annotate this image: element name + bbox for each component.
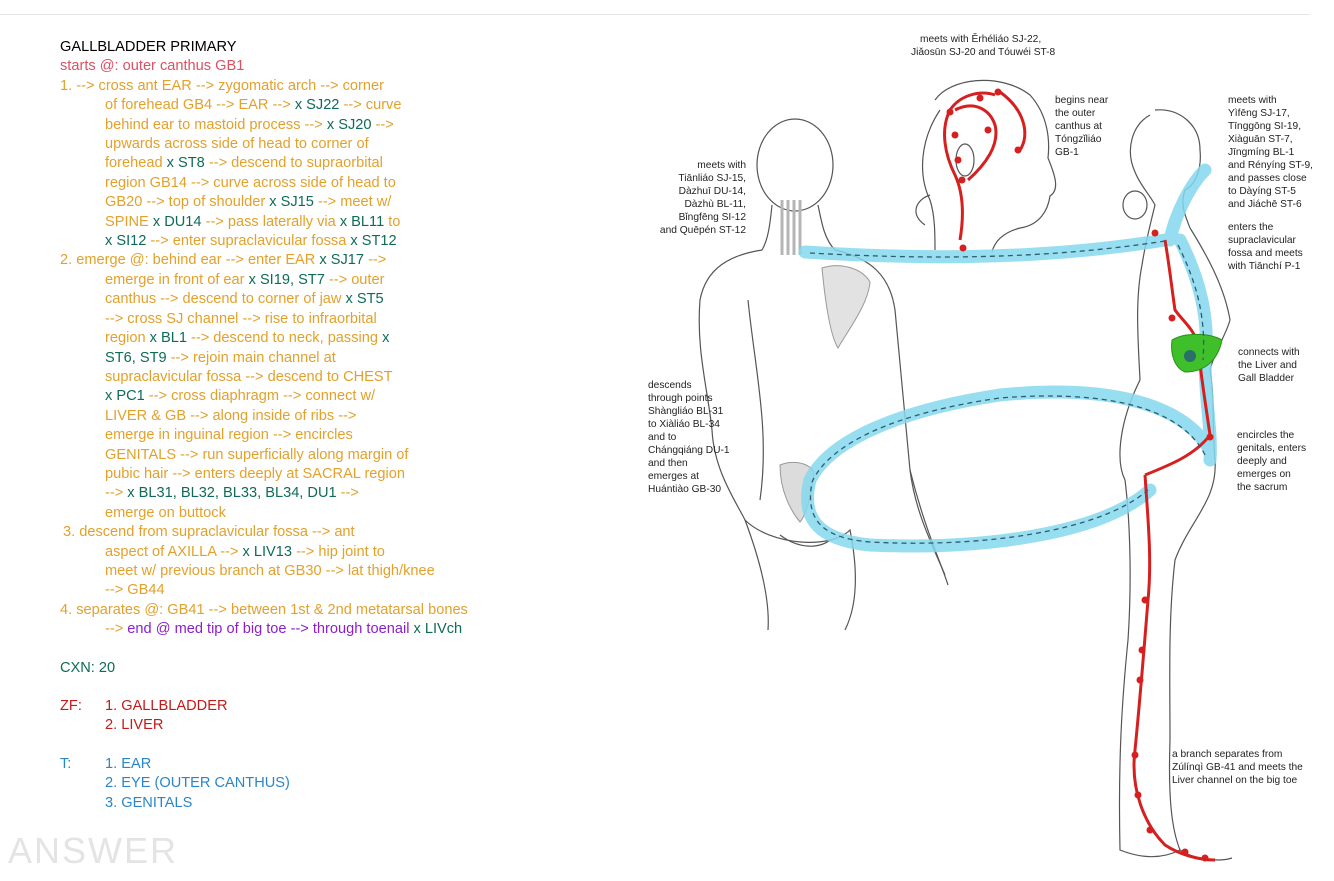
annotation-a7-4: and to	[648, 432, 677, 443]
top-divider	[0, 14, 1310, 15]
annotation-a4-4: Bǐngfēng SI-12	[678, 212, 746, 223]
b2-l4: --> cross SJ channel --> rise to infraorbital	[105, 310, 377, 327]
t-row-1: T: 1. EAR	[60, 755, 152, 772]
annotation-a5-2: fossa and meets	[1228, 248, 1303, 259]
annotation-a9-2: Liver channel on the big toe	[1172, 775, 1298, 786]
channel-red-points	[947, 89, 1214, 862]
b2-l1: 2. emerge @: behind ear --> enter EAR x SJ17 -->	[60, 252, 387, 269]
annotation-a6-2: Gall Bladder	[1238, 373, 1295, 384]
annotation-a3-1: Yìfēng SJ-17,	[1228, 108, 1290, 119]
annotation-a4-1: Tiānliáo SJ-15,	[678, 173, 746, 184]
annotation-a6-1: the Liver and	[1238, 360, 1297, 371]
b2-l3: canthus --> descend to corner of jaw x ST5	[105, 291, 384, 308]
cervical-spine	[782, 200, 800, 255]
annotation-a5-1: supraclavicular	[1228, 235, 1296, 246]
annotation-a7-7: emerges at	[648, 471, 699, 482]
annotation-a9-0: a branch separates from	[1172, 749, 1283, 760]
b2-l2: emerge in front of ear x SI19, ST7 --> outer	[105, 271, 385, 288]
b1-l7: GB20 --> top of shoulder x SJ15 --> meet w/	[105, 194, 392, 211]
annotation-a3-4: Jīngmíng BL-1	[1228, 147, 1295, 158]
answer-watermark: ANSWER	[8, 830, 179, 871]
channel-illustration	[640, 20, 1320, 880]
channel-notes	[60, 38, 580, 813]
b4-l2: --> end @ med tip of big toe --> through toenail x LIVch	[105, 621, 463, 638]
annotation-a8-0: encircles the	[1237, 430, 1295, 441]
b1-l8: SPINE x DU14 --> pass laterally via x BL11 to	[105, 213, 401, 230]
annotation-a7-8: Huántiào GB-30	[648, 484, 722, 495]
b4-l1: 4. separates @: GB41 --> between 1st & 2nd metatarsal bones	[60, 601, 468, 618]
annotation-a7-3: to Xiàliáo BL-34	[648, 419, 720, 430]
zf-row-2: 2. LIVER	[105, 717, 164, 734]
b1-l2: of forehead GB4 --> EAR --> x SJ22 --> curve	[105, 97, 402, 114]
annotation-a2-4: GB-1	[1055, 147, 1079, 158]
annotation-a7-2: Shàngliáo BL-31	[648, 406, 724, 417]
b2-l9: LIVER & GB --> along inside of ribs -->	[105, 407, 357, 424]
annotation-a4-5: and Quēpén ST-12	[659, 225, 746, 236]
annotation-a1-1: Jiǎosūn SJ-20 and Tóuwéi ST-8	[911, 47, 1056, 58]
annotation-a2-1: the outer	[1055, 108, 1096, 119]
b2-l14: emerge on buttock	[105, 504, 226, 521]
start-point: starts @: outer canthus GB1	[60, 58, 245, 75]
head-figure	[916, 80, 1056, 252]
annotation-a3-5: and Rényíng ST-9,	[1228, 160, 1313, 171]
b2-l8: x PC1 --> cross diaphragm --> connect w/	[105, 388, 376, 405]
annotation-a3-3: Xiàguān ST-7,	[1228, 134, 1293, 145]
b2-l13: --> x BL31, BL32, BL33, BL34, DU1 -->	[105, 485, 359, 502]
annotation-a2-3: Tóngzǐliáo	[1055, 134, 1102, 145]
annotation-a7-0: descends	[648, 380, 692, 391]
b1-l6: region GB14 --> curve across side of head to	[105, 174, 396, 191]
liver-organ	[1172, 334, 1222, 372]
annotation-a6-0: connects with	[1238, 347, 1300, 358]
gallbladder-organ	[1184, 350, 1196, 362]
notes-title: GALLBLADDER PRIMARY	[60, 39, 237, 55]
annotation-a3-8: and Jiáchē ST-6	[1228, 199, 1302, 210]
annotation-a5-3: with Tiānchí P-1	[1228, 261, 1301, 272]
annotation-a2-2: canthus at	[1055, 121, 1103, 132]
b2-l7: supraclavicular fossa --> descend to CHEST	[105, 368, 393, 385]
b1-l5: forehead x ST8 --> descend to supraorbital	[105, 155, 383, 172]
annotation-a8-3: emerges on	[1237, 469, 1291, 480]
annotation-a3-2: Tīnggōng SI-19,	[1228, 121, 1302, 132]
annotation-a4-2: Dàzhuī DU-14,	[678, 186, 746, 197]
annotation-a8-4: the sacrum	[1237, 482, 1288, 493]
annotation-a7-5: Chángqiáng DU-1	[648, 445, 730, 456]
b2-l5: region x BL1 --> descend to neck, passing x	[105, 330, 390, 347]
b3-l1: 3. descend from supraclavicular fossa --> ant	[63, 524, 355, 541]
cxn-count: CXN: 20	[60, 659, 116, 676]
zf-row-1: ZF: 1. GALLBLADDER	[60, 698, 228, 714]
b2-l6: ST6, ST9 --> rejoin main channel at	[105, 349, 336, 366]
annotation-a2-0: begins near	[1055, 95, 1109, 106]
t-row-2: 2. EYE (OUTER CANTHUS)	[105, 775, 290, 792]
b3-l4: --> GB44	[105, 582, 165, 599]
b3-l2: aspect of AXILLA --> x LIV13 --> hip joint to	[105, 543, 385, 560]
annotation-a8-1: genitals, enters	[1237, 443, 1307, 454]
t-row-3: 3. GENITALS	[105, 794, 193, 811]
annotation-a8-2: deeply and	[1237, 456, 1287, 467]
annotation-a4-3: Dàzhù BL-11,	[684, 199, 746, 210]
annotation-a4-0: meets with	[697, 160, 746, 171]
b1-l3: behind ear to mastoid process --> x SJ20 -->	[105, 116, 394, 133]
scapula-shape	[822, 266, 870, 348]
annotation-a7-1: through points	[648, 393, 713, 404]
annotation-a9-1: Zúlínqì GB-41 and meets the	[1172, 762, 1303, 773]
b2-l10: emerge in inguinal region --> encircles	[105, 427, 353, 444]
annotation-a3-6: and passes close	[1228, 173, 1307, 184]
b3-l3: meet w/ previous branch at GB30 --> lat thigh/knee	[105, 562, 435, 579]
b2-l11: GENITALS --> run superficially along margin of	[105, 446, 409, 463]
annotation-a7-6: and then	[648, 458, 688, 469]
annotation-a1-0: meets with Ěrhéliáo SJ-22,	[920, 34, 1042, 45]
b1-l1: 1. --> cross ant EAR --> zygomatic arch --> corner	[60, 77, 384, 94]
b1-l4: upwards across side of head to corner of	[105, 136, 369, 153]
annotation-a5-0: enters the	[1228, 222, 1274, 233]
b1-l9: x SI12 --> enter supraclavicular fossa x ST12	[105, 233, 397, 250]
annotation-a3-0: meets with	[1228, 95, 1277, 106]
b2-l12: pubic hair --> enters deeply at SACRAL region	[105, 465, 406, 482]
annotation-a3-7: to Dàyíng ST-5	[1228, 186, 1296, 197]
